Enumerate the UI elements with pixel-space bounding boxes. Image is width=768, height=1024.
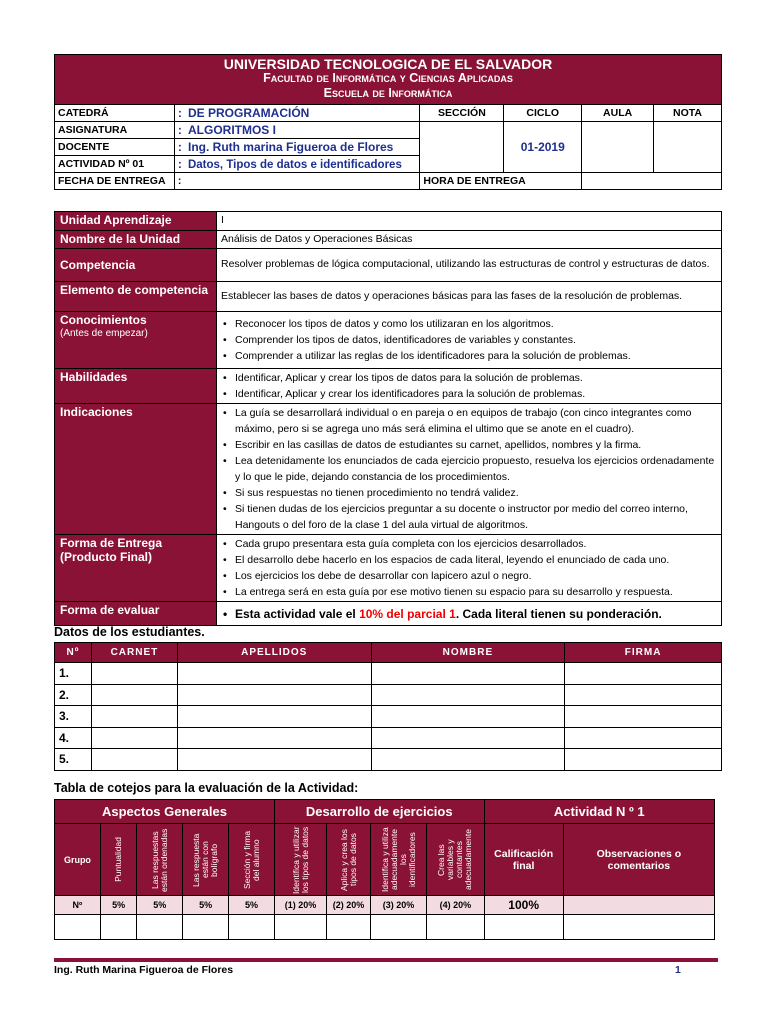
table-row bbox=[55, 915, 715, 940]
nombre-label: Nombre de la Unidad bbox=[55, 230, 217, 249]
students-table bbox=[54, 642, 722, 771]
hora-value[interactable] bbox=[582, 173, 722, 190]
total-percent: 100% bbox=[484, 896, 563, 915]
col-puntualidad: Puntualidad bbox=[113, 837, 124, 882]
observaciones-header: Observaciones o comentarios bbox=[563, 824, 714, 896]
table-row: Nº 5% 5% 5% 5% (1) 20% (2) 20% (3) 20% (4) 20% 100% bbox=[55, 896, 715, 915]
list-item: • Identificar, Aplicar y crear los identificadores para la solución de problemas. bbox=[235, 386, 717, 402]
table-row: 3. bbox=[55, 706, 722, 728]
header-band bbox=[54, 54, 722, 104]
seccion-value[interactable] bbox=[420, 122, 504, 173]
list-item: • Comprender los tipos de datos, identificadores de variables y constantes. bbox=[235, 332, 717, 348]
evaluar-percent: 10% del parcial 1 bbox=[359, 606, 456, 621]
col-header-firma: FIRMA bbox=[565, 643, 722, 663]
habilidades-list bbox=[221, 370, 717, 402]
list-item: • La entrega será en esta guía por ese motivo tienen su espacio para su desarrollo y respuesta. bbox=[235, 584, 717, 600]
elemento-label: Elemento de competencia bbox=[55, 282, 217, 312]
fecha-label: FECHA DE ENTREGA bbox=[55, 173, 175, 190]
competencia-label: Competencia bbox=[55, 249, 217, 282]
university-name: UNIVERSIDAD TECNOLOGICA DE EL SALVADOR bbox=[223, 56, 553, 72]
desarrollo-header: Desarrollo de ejercicios bbox=[274, 800, 484, 824]
col-header-nombre: NOMBRE bbox=[371, 643, 565, 663]
cotejo-title: Tabla de cotejos para la evaluación de la Actividad: bbox=[54, 781, 359, 795]
aspectos-header: Aspectos Generales bbox=[55, 800, 275, 824]
actividad-label: ACTIVIDAD Nº 01 bbox=[55, 156, 175, 173]
aula-label: AULA bbox=[582, 105, 654, 122]
unidad-label: Unidad Aprendizaje bbox=[55, 212, 217, 231]
docente-value: Ing. Ruth marina Figueroa de Flores bbox=[187, 140, 394, 154]
table-row: 5. bbox=[55, 749, 722, 771]
ciclo-label: CICLO bbox=[504, 105, 582, 122]
list-item: • El desarrollo debe hacerlo en los espacios de cada literal, leyendo el enunciado de cada uno. bbox=[235, 552, 717, 568]
table-row: 2. bbox=[55, 684, 722, 706]
page-number: 1 bbox=[675, 964, 681, 976]
col-header-apellidos: APELLIDOS bbox=[177, 643, 371, 663]
footer-author: Ing. Ruth Marina Figueroa de Flores bbox=[54, 964, 234, 976]
list-item: • Identificar, Aplicar y crear los tipos de datos para la solución de problemas. bbox=[235, 370, 717, 386]
list-item: • La guía se desarrollará individual o en pareja o en equipos de trabajo (con cinco integrantes como máximo, pero si se agrega uno más será elimina el ultimo que se anote en el cuadro). bbox=[235, 405, 717, 437]
col-header-no: Nº bbox=[55, 643, 92, 663]
grupo-header: Grupo bbox=[55, 824, 101, 896]
header-table: CATEDRÁ : DE PROGRAMACIÓN SECCIÓN CICLO AULA NOTA ASIGNATURA : ALGORITMOS I 01-2019 DOCENTE : Ing. Ruth marina Figueroa de Flores ACTIVIDAD Nº 01 : Datos, Tipos de datos e identificadores FECHA DE ENTREGA : HORA DE ENTREGA bbox=[54, 104, 722, 190]
col-header-carnet: CARNET bbox=[91, 643, 177, 663]
evaluar-text: • Esta actividad vale el 10% del parcial 1. Cada literal tienen su ponderación. bbox=[235, 606, 717, 622]
activity-info-table bbox=[54, 211, 722, 626]
aula-value[interactable] bbox=[582, 122, 654, 173]
list-item: • Comprender a utilizar las reglas de los identificadores para la solución de problemas. bbox=[235, 348, 717, 364]
list-item: • Reconocer los tipos de datos y como los utilizaran en los algoritmos. bbox=[235, 316, 717, 332]
list-item: • Escribir en las casillas de datos de estudiantes su carnet, apellidos, nombres y la firma. bbox=[235, 437, 717, 453]
table-row: 4. bbox=[55, 727, 722, 749]
nota-value[interactable] bbox=[654, 122, 722, 173]
list-item: • Cada grupo presentara esta guía completa con los ejercicios desarrollados. bbox=[235, 536, 717, 552]
elemento-value: Establecer las bases de datos y operaciones básicas para las fases de la resolución de problemas. bbox=[217, 282, 722, 312]
catedra-label: CATEDRÁ bbox=[55, 105, 175, 122]
document-header bbox=[54, 54, 722, 190]
col-identifica-tipos: Identifica y utilizar los tipos de datos bbox=[290, 825, 310, 894]
footer-divider bbox=[54, 958, 718, 962]
indicaciones-label: Indicaciones bbox=[55, 404, 217, 535]
list-item: • Si sus respuestas no tienen procedimiento no tendrá validez. bbox=[235, 485, 717, 501]
col-identificadores: Identifica y utiliza adecuadamente los identificadores bbox=[379, 827, 417, 892]
list-item: • Lea detenidamente los enunciados de cada ejercicio propuesto, resuelva los ejercicios ordenadamente y lo que le pide, dejando constancia de los procedimientos. bbox=[235, 453, 717, 485]
asignatura-value: ALGORITMOS I bbox=[187, 123, 276, 137]
habilidades-label: Habilidades bbox=[55, 369, 217, 404]
conocimientos-list bbox=[221, 316, 717, 364]
catedra-value: DE PROGRAMACIÓN bbox=[187, 106, 310, 120]
col-ordenadas: Las respuestas están ordenadas bbox=[149, 827, 169, 892]
col-variables: Crea las variables y contantes adecuadamente bbox=[436, 829, 474, 890]
colon: : bbox=[177, 106, 182, 120]
nombre-value: Análisis de Datos y Operaciones Básicas bbox=[217, 230, 722, 249]
calificacion-header: Calificación final bbox=[484, 824, 563, 896]
indicaciones-list bbox=[221, 405, 717, 533]
ciclo-value: 01-2019 bbox=[504, 122, 582, 173]
faculty-name: Facultad de Informática y Ciencias Aplicadas bbox=[263, 71, 513, 85]
forma-entrega-label: Forma de Entrega (Producto Final) bbox=[55, 535, 217, 602]
students-title: Datos de los estudiantes. bbox=[54, 625, 205, 639]
competencia-value: Resolver problemas de lógica computacional, utilizando las estructuras de control y estructuras de datos. bbox=[217, 249, 722, 282]
seccion-label: SECCIÓN bbox=[420, 105, 504, 122]
docente-label: DOCENTE bbox=[55, 139, 175, 156]
col-seccion-firma: Sección y firma del alumno bbox=[241, 830, 261, 889]
conocimientos-label: Conocimientos (Antes de empezar) bbox=[55, 312, 217, 369]
nota-label: NOTA bbox=[654, 105, 722, 122]
col-aplica-tipos: Aplica y crea los tipos de datos bbox=[338, 828, 358, 891]
col-boligrafo: Las respuesta están con bolígrafo bbox=[191, 832, 220, 887]
forma-entrega-list bbox=[221, 536, 717, 600]
actividad-header: Actividad N º 1 bbox=[484, 800, 714, 824]
school-name: Escuela de Informática bbox=[323, 86, 453, 100]
hora-label: HORA DE ENTREGA bbox=[420, 173, 582, 190]
asignatura-label: ASIGNATURA bbox=[55, 122, 175, 139]
unidad-value: I bbox=[217, 212, 722, 231]
list-item: • Los ejercicios los debe de desarrollar con lapicero azul o negro. bbox=[235, 568, 717, 584]
table-row: 1. bbox=[55, 663, 722, 685]
list-item: • Si tienen dudas de los ejercicios preguntar a su docente o instructor por medio del correo interno, Hangouts o del foro de la clase 1 del aula virtual de algoritmos. bbox=[235, 501, 717, 533]
evaluar-label: Forma de evaluar bbox=[55, 602, 217, 626]
actividad-value: Datos, Tipos de datos e identificadores bbox=[187, 159, 402, 171]
cotejo-table bbox=[54, 799, 715, 940]
